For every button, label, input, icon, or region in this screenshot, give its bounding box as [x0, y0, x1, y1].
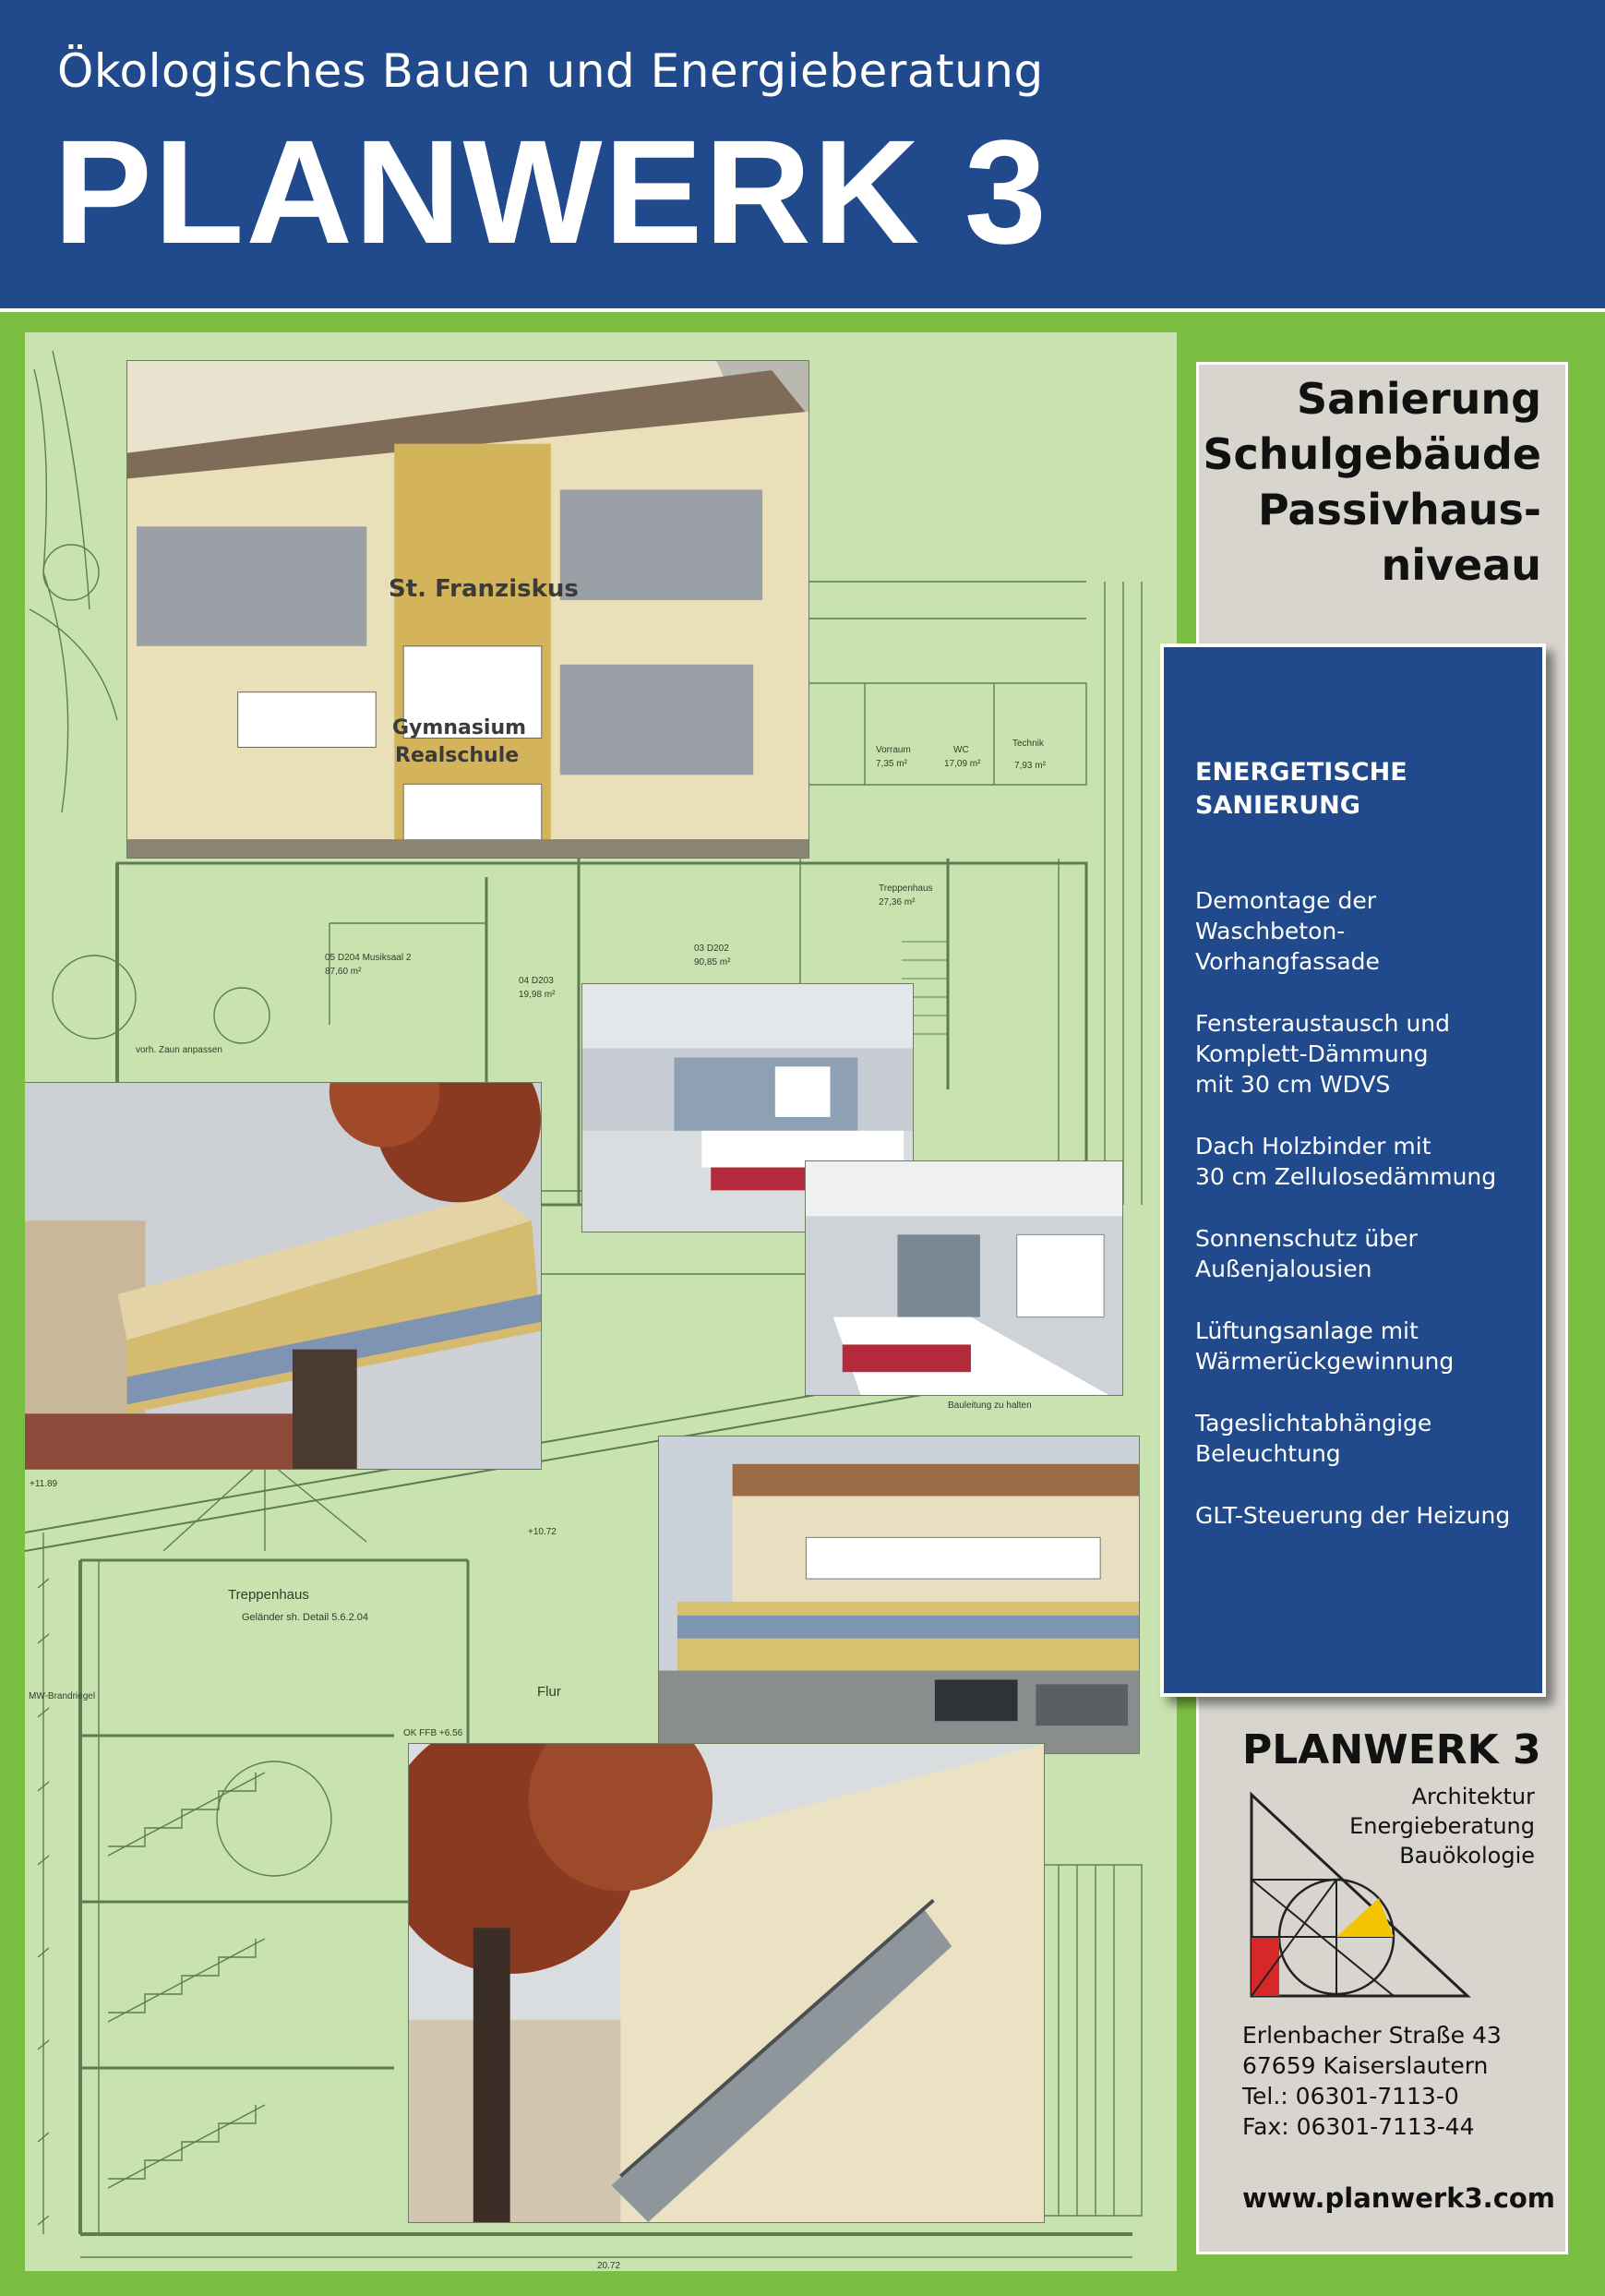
- info-item-fenster: Fensteraustausch und Komplett-Dämmung mit 30 cm WDVS: [1195, 1010, 1451, 1098]
- label-musiksaal: 05 D204 Musiksaal 2: [325, 953, 412, 963]
- photo-exterior-stairs: [408, 1743, 1045, 2223]
- label-musiksaal-area: 87,60 m²: [325, 967, 362, 977]
- label-vorraum: Vorraum: [876, 745, 911, 755]
- energy-info-card: [1160, 643, 1546, 1697]
- contact-street: Erlenbacher Straße 43: [1242, 2022, 1502, 2049]
- label-bauleitung: Bauleitung zu halten: [948, 1400, 1032, 1411]
- info-item-dach: Dach Holzbinder mit 30 cm Zellulosedämmung: [1195, 1133, 1497, 1190]
- label-wc: WC: [953, 745, 969, 755]
- label-d203: 04 D203: [519, 976, 554, 986]
- sign-realschule: Realschule: [395, 744, 520, 767]
- label-section-treppenhaus: Treppenhaus: [228, 1587, 309, 1603]
- photo-school-side: [25, 1082, 542, 1470]
- info-list: [1195, 885, 1510, 1562]
- contact-fax: Fax: 06301-7113-44: [1242, 2113, 1475, 2140]
- info-heading-line-2: SANIERUNG: [1195, 791, 1360, 820]
- info-item-sonnenschutz: Sonnenschutz über Außenjalousien: [1195, 1225, 1418, 1282]
- architectural-plan-area: [25, 332, 1177, 2271]
- label-d202: 03 D202: [694, 944, 729, 954]
- photo-school-facade: [126, 360, 809, 859]
- header-title: PLANWERK 3: [54, 109, 1048, 274]
- sign-gymnasium: Gymnasium: [392, 716, 527, 739]
- label-section-flur: Flur: [537, 1684, 561, 1700]
- project-title-line-1: Sanierung: [1297, 374, 1541, 424]
- contact-block: [1242, 2020, 1502, 2142]
- info-heading: [1195, 756, 1407, 823]
- website-link[interactable]: www.planwerk3.com: [1242, 2182, 1556, 2214]
- label-treppenhaus-area: 27,36 m²: [879, 897, 916, 908]
- photo-lab-interior-2: [805, 1160, 1123, 1396]
- project-title-line-4: niveau: [1381, 540, 1541, 590]
- service-bauoekologie: Bauökologie: [1399, 1843, 1535, 1869]
- label-section-note: Geländer sh. Detail 5.6.2.04: [242, 1612, 368, 1623]
- label-treppenhaus: Treppenhaus: [879, 884, 933, 894]
- contact-city: 67659 Kaiserslautern: [1242, 2052, 1489, 2079]
- info-item-beleuchtung: Tageslichtabhängige Beleuchtung: [1195, 1410, 1432, 1467]
- service-energieberatung: Energieberatung: [1349, 1813, 1535, 1839]
- info-heading-line-1: ENERGETISCHE: [1195, 758, 1407, 787]
- label-dim-bottom: 20.72: [597, 2261, 621, 2271]
- info-item-fassade: Demontage der Waschbeton- Vorhangfassade: [1195, 887, 1380, 975]
- project-title-line-2: Schulgebäude: [1203, 429, 1541, 479]
- company-services: [1349, 1782, 1535, 1870]
- info-item-lueftung: Lüftungsanlage mit Wärmerückgewinnung: [1195, 1317, 1455, 1375]
- project-title: [1172, 371, 1541, 593]
- header-band: [0, 0, 1605, 312]
- label-d202-area: 90,85 m²: [694, 957, 731, 968]
- label-brandriegel: MW-Brandriegel: [29, 1691, 96, 1701]
- contact-phone: Tel.: 06301-7113-0: [1242, 2083, 1459, 2110]
- photo-building-exterior: [658, 1436, 1140, 1754]
- label-technik: Technik: [1012, 739, 1044, 749]
- project-title-line-3: Passivhaus-: [1257, 485, 1541, 535]
- label-d203-area: 19,98 m²: [519, 990, 556, 1000]
- label-vorraum-area: 7,35 m²: [876, 759, 907, 769]
- header-subtitle: Ökologisches Bauen und Energieberatung: [57, 44, 1044, 98]
- sign-st-franziskus: St. Franziskus: [389, 575, 579, 603]
- info-item-heizung: GLT-Steuerung der Heizung: [1195, 1502, 1511, 1529]
- label-level-top: +11.89: [30, 1479, 58, 1489]
- company-name: PLANWERK 3: [1242, 1726, 1541, 1773]
- service-architektur: Architektur: [1411, 1784, 1535, 1809]
- label-zaun: vorh. Zaun anpassen: [136, 1045, 222, 1055]
- label-level-mid: +10.72: [528, 1527, 557, 1537]
- label-wc-area: 17,09 m²: [944, 759, 981, 769]
- label-technik-area: 7,93 m²: [1014, 761, 1046, 771]
- label-okffb: OK FFB +6.56: [403, 1728, 463, 1738]
